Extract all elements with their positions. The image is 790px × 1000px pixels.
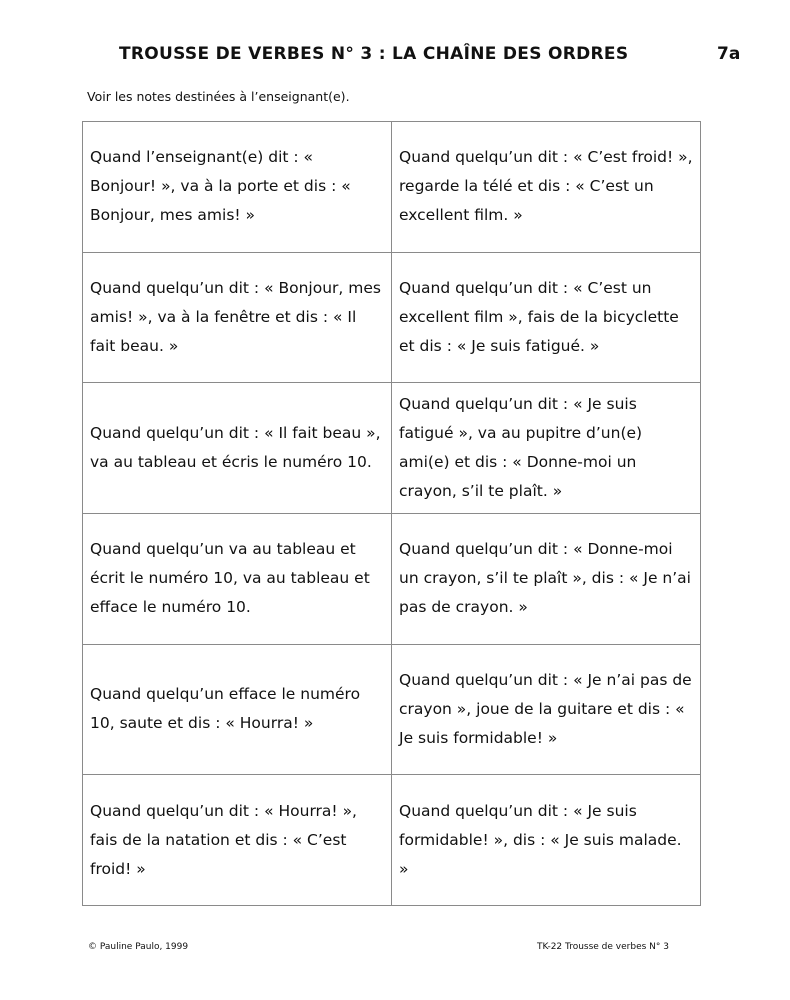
page-reference-footer: TK-22 Trousse de verbes N° 3 (537, 942, 669, 952)
command-card: Quand quelqu’un dit : « Je suis fatigué », va au pupitre d’un(e) ami(e) et dis : « Donne-moi un crayon, s’il te plaît. » (392, 383, 701, 514)
table-row (83, 644, 701, 775)
command-cards-table (82, 121, 701, 906)
command-card: Quand quelqu’un dit : « Bonjour, mes amis! », va à la fenêtre et dis : « Il fait beau. » (83, 252, 392, 383)
page-title: TROUSSE DE VERBES N° 3 : LA CHAÎNE DES ORDRES (119, 44, 629, 64)
command-card: Quand l’enseignant(e) dit : « Bonjour! », va à la porte et dis : « Bonjour, mes amis! » (83, 122, 392, 253)
page-number: 7a (717, 44, 741, 64)
teacher-note: Voir les notes destinées à l’enseignant(e). (87, 89, 350, 104)
table-row (83, 122, 701, 253)
command-card: Quand quelqu’un dit : « Hourra! », fais de la natation et dis : « C’est froid! » (83, 775, 392, 906)
table-row (83, 513, 701, 644)
command-card: Quand quelqu’un efface le numéro 10, saute et dis : « Hourra! » (83, 644, 392, 775)
copyright-footer: © Pauline Paulo, 1999 (88, 942, 189, 952)
table-row (83, 252, 701, 383)
command-card: Quand quelqu’un va au tableau et écrit le numéro 10, va au tableau et efface le numéro 10. (83, 513, 392, 644)
command-card: Quand quelqu’un dit : « Donne-moi un crayon, s’il te plaît », dis : « Je n’ai pas de crayon. » (392, 513, 701, 644)
command-card: Quand quelqu’un dit : « Je suis formidable! », dis : « Je suis malade. » (392, 775, 701, 906)
table-row (83, 383, 701, 514)
command-card: Quand quelqu’un dit : « C’est un excellent film », fais de la bicyclette et dis : « Je suis fatigué. » (392, 252, 701, 383)
table-row (83, 775, 701, 906)
command-card: Quand quelqu’un dit : « Il fait beau », va au tableau et écris le numéro 10. (83, 383, 392, 514)
command-card: Quand quelqu’un dit : « C’est froid! », regarde la télé et dis : « C’est un excellent film. » (392, 122, 701, 253)
command-card: Quand quelqu’un dit : « Je n’ai pas de crayon », joue de la guitare et dis : « Je suis formidable! » (392, 644, 701, 775)
